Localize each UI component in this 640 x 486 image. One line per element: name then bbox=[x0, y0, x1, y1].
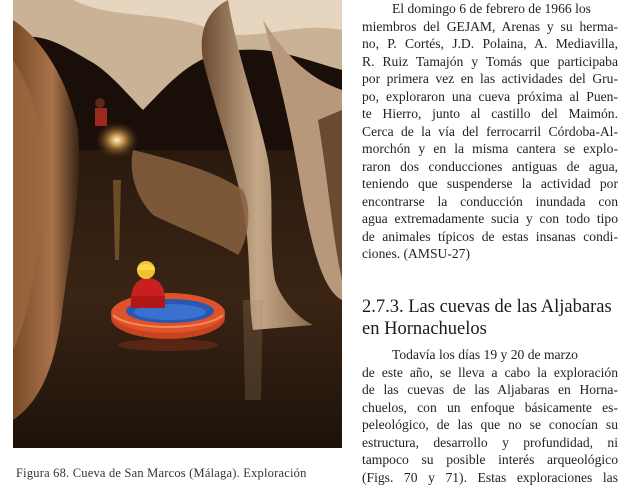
text-line: ciones. (AMSU-27) bbox=[362, 245, 618, 263]
text-line: miembros del GEJAM, Arenas y su herma- bbox=[362, 18, 618, 36]
figure-caption: Figura 68. Cueva de San Marcos (Málaga). Exploración bbox=[16, 466, 342, 481]
text-line: morchón y en la misma cantera se explo- bbox=[362, 140, 618, 158]
text-line: no, P. Cortés, J.D. Polaina, A. Mediavilla, bbox=[362, 35, 618, 53]
text-line-content: Todavía los días 19 y 20 de marzo bbox=[392, 347, 578, 362]
paragraph-aljabaras bbox=[362, 346, 618, 486]
text-line: estructura, desarrollo y profundidad, ni bbox=[362, 434, 618, 452]
text-line: (Figs. 70 y 71). Estas exploraciones las bbox=[362, 469, 618, 486]
text-line: de animales típicos de estas insanas condi- bbox=[362, 228, 618, 246]
text-line: peleológico, de las que no se conocían su bbox=[362, 416, 618, 434]
heading-line: en Hornachuelos bbox=[362, 318, 632, 340]
text-line bbox=[362, 0, 618, 18]
heading-line: 2.7.3. Las cuevas de las Aljabaras bbox=[362, 296, 632, 318]
text-line: tampoco su posible interés arqueológico bbox=[362, 451, 618, 469]
text-line: Cerca de la vía del ferrocarril Córdoba-Al- bbox=[362, 123, 618, 141]
text-line-content: El domingo 6 de febrero de 1966 los bbox=[392, 1, 591, 16]
text-line: raron dos conducciones antiguas de agua, bbox=[362, 158, 618, 176]
cave-photograph bbox=[13, 0, 342, 448]
text-line: por primera vez en las actividades del Gru- bbox=[362, 70, 618, 88]
text-line: R. Ruiz Tamajón y Tomás que participaba bbox=[362, 53, 618, 71]
text-line bbox=[362, 346, 618, 364]
text-line: te Hierro, junto al castillo del Maimón. bbox=[362, 105, 618, 123]
text-line: de las cuevas de las Aljabaras en Horna- bbox=[362, 381, 618, 399]
section-heading bbox=[362, 296, 632, 340]
paragraph-gejam-exploration bbox=[362, 0, 618, 263]
cave-photo-illustration bbox=[13, 0, 342, 448]
text-line: encontrarse la conducción inundada con bbox=[362, 193, 618, 211]
text-line: agua extremadamente sucia y con todo tipo bbox=[362, 210, 618, 228]
text-line: po, exploraron una cueva próxima al Puen- bbox=[362, 88, 618, 106]
text-line: teniendo que suspenderse la actividad por bbox=[362, 175, 618, 193]
text-line: chuelos, con un enfoque básicamente es- bbox=[362, 399, 618, 417]
text-line: de este año, se lleva a cabo la exploración bbox=[362, 364, 618, 382]
